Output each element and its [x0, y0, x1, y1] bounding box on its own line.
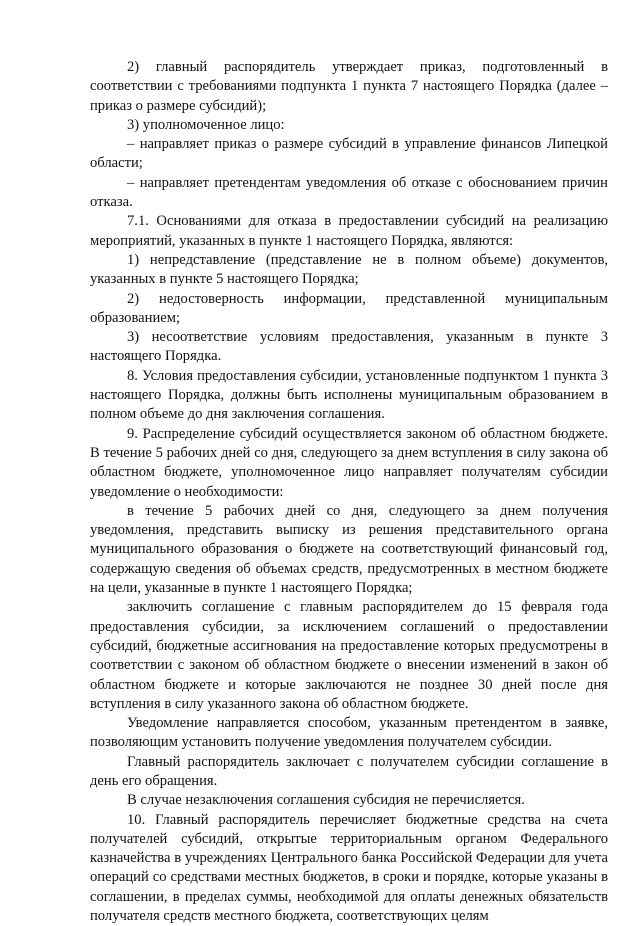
- paragraph-9-within-5-days: в течение 5 рабочих дней со дня, следующего за днем получения уведомления, представить выписку из решения представительного органа муниципального образования о бюджете на соответствующий финансовый год, содержащую сведения об объемах средств, предусмотренных в местном бюджете на цели, указанные в пункте 1 настоящего Порядка;: [90, 502, 608, 597]
- paragraph-send-order: – направляет приказ о размере субсидий в управление финансов Липецкой области;: [90, 136, 608, 172]
- paragraph-3-authorized-person: 3) уполномоченное лицо:: [127, 116, 285, 133]
- paragraph-10: 10. Главный распорядитель перечисляет бюджетные средства на счета получателей субсидий, открытые территориальным органом Федерального казначейства в учреждениях Центрального банка Российской Федерации для учета операций со средствами местных бюджетов, в сроки и порядке, которые указаны в соглашении, в пределах суммы, необходимой для оплаты денежных обязательств получателя средств местного бюджета, соответствующих целям: [90, 811, 608, 925]
- paragraph-notification-method: Уведомление направляется способом, указанным претендентом в заявке, позволяющим установить получение уведомления получателем субсидии.: [90, 715, 608, 751]
- paragraph-9-conclude-agreement: заключить соглашение с главным распорядителем до 15 февраля года предоставления субсидии, за исключением соглашений о предоставлении субсидий, бюджетные ассигнования на предоставление которых предусмотрены в соответствии с законом об областном бюджете о внесении изменений в закон об областном бюджете и которые заключаются не позднее 30 дней после дня вступления в силу указанного закона об областном бюджете.: [90, 599, 608, 712]
- paragraph-7-1-item-1: 1) непредставление (представление не в полном объеме) документов, указанных в пункте 5 настоящего Порядка;: [90, 251, 608, 288]
- paragraph-7-1-item-3: 3) несоответствие условиям предоставления, указанным в пункте 3 настоящего Порядка.: [90, 329, 608, 365]
- paragraph-agreement-day: Главный распорядитель заключает с получателем субсидии соглашение в день его обращения.: [90, 753, 608, 789]
- document-body: [90, 58, 608, 926]
- paragraph-send-refusal: – направляет претендентам уведомления об отказе с обоснованием причин отказа.: [90, 174, 608, 211]
- paragraph-no-agreement: В случае незаключения соглашения субсидия не перечисляется.: [127, 792, 525, 809]
- paragraph-8: 8. Условия предоставления субсидии, установленные подпунктом 1 пункта 3 настоящего Порядка, должны быть исполнены муниципальным образованием в полном объеме до дня заключения соглашения.: [90, 367, 608, 423]
- paragraph-7-1-item-2: 2) недостоверность информации, представленной муниципальным образованием;: [90, 290, 608, 326]
- paragraph-7-1: 7.1. Основаниями для отказа в предоставлении субсидий на реализацию мероприятий, указанных в пункте 1 настоящего Порядка, являются:: [90, 213, 608, 249]
- paragraph-2-approve-order: 2) главный распорядитель утверждает приказ, подготовленный в соответствии с требованиями подпункта 1 пункта 7 настоящего Порядка (далее – приказ о размере субсидий);: [90, 59, 608, 114]
- paragraph-9: 9. Распределение субсидий осуществляется законом об областном бюджете. В течение 5 рабочих дней со дня, следующего за днем вступления в силу закона об областном бюджете, уполномоченное лицо направляет получателям субсидии уведомление о необходимости:: [90, 425, 608, 500]
